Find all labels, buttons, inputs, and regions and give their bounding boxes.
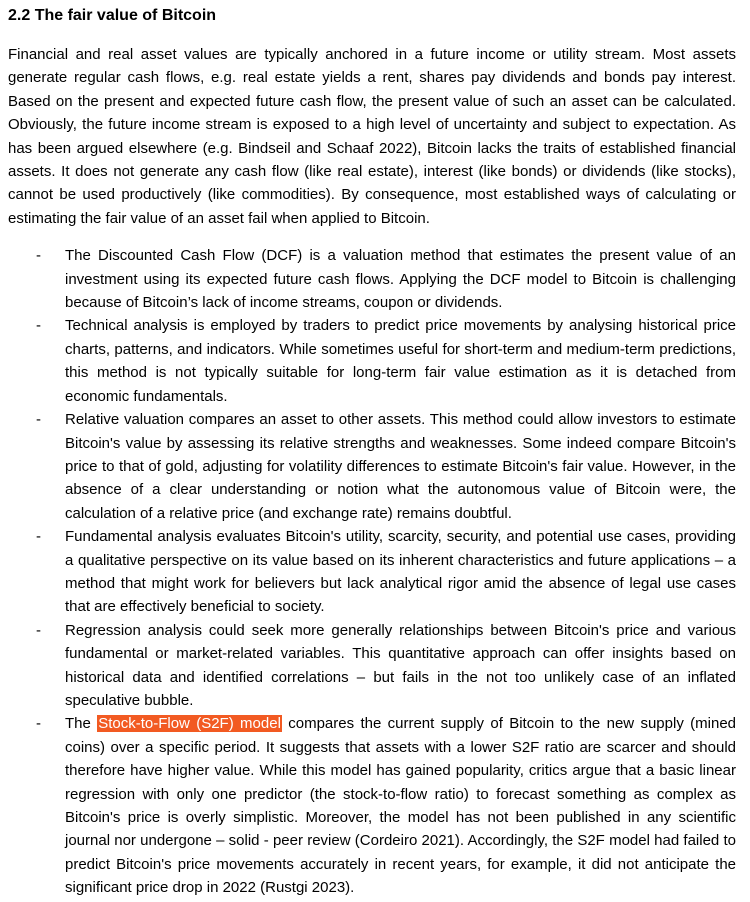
bullet-dash: - bbox=[36, 715, 41, 733]
bullet-dash: - bbox=[36, 411, 41, 429]
list-item-stock-to-flow bbox=[8, 712, 736, 899]
list-item-technical-analysis bbox=[8, 314, 736, 408]
valuation-methods-list bbox=[8, 244, 736, 899]
list-item-text: Technical analysis is employed by traders to predict price movements by analysing historical price charts, patterns, and indicators. While sometimes useful for short-term and medium-term predictions, this method is not typically suitable for long-term fair value estimation as it is detached from economic fundamentals. bbox=[65, 317, 736, 405]
bullet-dash: - bbox=[36, 247, 41, 265]
list-item-relative-valuation bbox=[8, 408, 736, 525]
list-item-fundamental-analysis bbox=[8, 525, 736, 619]
list-item-text: Relative valuation compares an asset to other assets. This method could allow investors to estimate Bitcoin's value by assessing its relative strengths and weaknesses. Some indeed compare Bitcoin's price to that of gold, adjusting for volatility differences to estimate Bitcoin's fair value. However, in the absence of a clear understanding or notion what the autonomous value of Bitcoin were, the calculation of a relative price (and exchange rate) remains doubtful. bbox=[65, 411, 736, 522]
list-item-text: Fundamental analysis evaluates Bitcoin's utility, scarcity, security, and potential use cases, providing a qualitative perspective on its value based on its inherent characteristics and future applications – a method that might work for believers but lack analytical rigor amid the absence of legal use cases that are effectively beneficial to society. bbox=[65, 528, 736, 616]
highlighted-selection[interactable]: Stock-to-Flow (S2F) model bbox=[98, 715, 281, 733]
list-item-text: Regression analysis could seek more generally relationships between Bitcoin's price and various fundamental or market-related variables. This quantitative approach can offer insights based on historical data and identified correlations – but fails in the not too unlikely case of an inflated speculative bubble. bbox=[65, 621, 736, 709]
list-item-dcf bbox=[8, 244, 736, 314]
list-item-regression-analysis bbox=[8, 619, 736, 713]
list-item-text-after: compares the current supply of Bitcoin to the new supply (mined coins) over a specific period. It suggests that assets with a lower S2F ratio are scarcer and should therefore have higher value. While this model has gained popularity, critics argue that a basic linear regression with only one predictor (the stock-to-flow ratio) to forecast something as complex as Bitcoin's price is overly simplistic. Moreover, the model has not been published in any scientific journal nor undergone – solid - peer review (Cordeiro 2021). Accordingly, the S2F model had failed to predict Bitcoin's price movements accurately in recent years, for example, it did not anticipate the significant price drop in 2022 (Rustgi 2023). bbox=[65, 715, 737, 897]
bullet-dash: - bbox=[36, 621, 41, 639]
list-item-text-before: The bbox=[65, 715, 98, 733]
bullet-dash: - bbox=[36, 317, 41, 335]
list-item-text: The Discounted Cash Flow (DCF) is a valuation method that estimates the present value of an investment using its expected future cash flows. Applying the DCF model to Bitcoin is challenging because of Bitcoin’s lack of income streams, coupon or dividends. bbox=[65, 247, 736, 312]
intro-paragraph: Financial and real asset values are typically anchored in a future income or utility stream. Most assets generate regular cash flows, e.g. real estate yields a rent, shares pay dividends and bonds pay interest. Based on the present and expected future cash flow, the present value of such an asset can be calculated. Obviously, the future income stream is exposed to a high level of uncertainty and subject to expectation. As has been argued elsewhere (e.g. Bindseil and Schaaf 2022), Bitcoin lacks the traits of established financial assets. It does not generate any cash flow (like real estate), interest (like bonds) or dividends (like stocks), cannot be used productively (like commodities). By consequence, most established ways of calculating or estimating the fair value of an asset fail when applied to Bitcoin. bbox=[8, 46, 736, 227]
bullet-dash: - bbox=[36, 528, 41, 546]
section-heading: 2.2 The fair value of Bitcoin bbox=[8, 7, 217, 24]
